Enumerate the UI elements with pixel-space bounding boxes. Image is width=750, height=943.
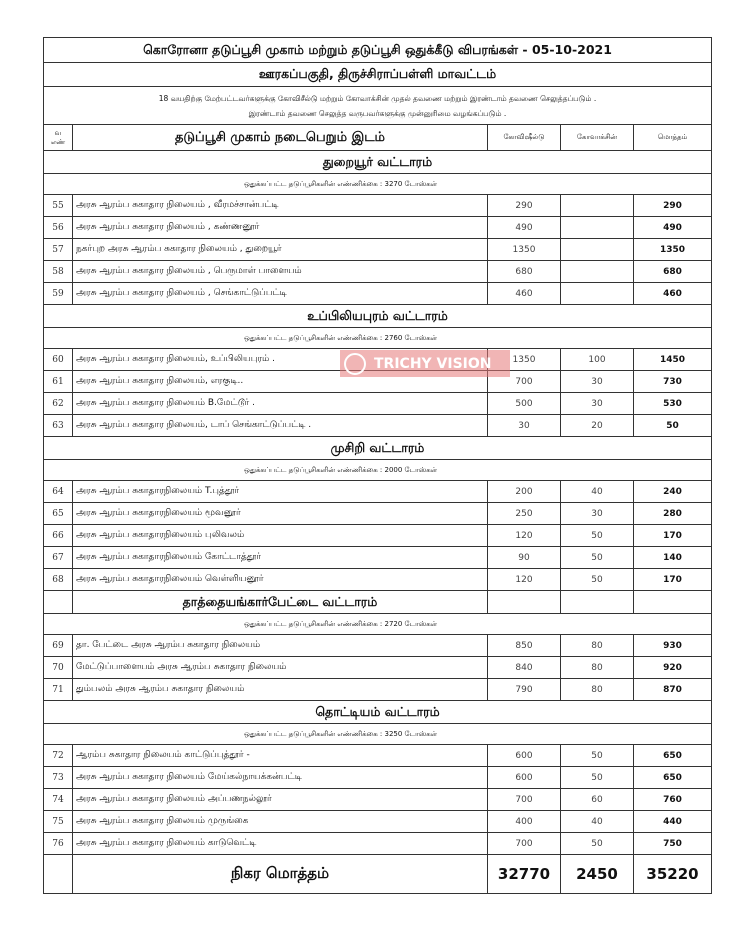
serial-number: 66 [44, 525, 73, 547]
covishield-count: 460 [488, 283, 561, 305]
covaxin-count: 30 [561, 371, 634, 393]
table-row [44, 481, 712, 503]
table-row [44, 547, 712, 569]
table-row [44, 679, 712, 701]
covishield-count: 1350 [488, 239, 561, 261]
covishield-count: 1350 [488, 349, 561, 371]
covishield-count: 600 [488, 745, 561, 767]
covaxin-count: 50 [561, 767, 634, 789]
covaxin-count [561, 239, 634, 261]
camp-location: ஆரம்ப சுகாதார நிலையம் காட்டுப்புத்தூர் - [73, 745, 488, 767]
camp-location: அரசு ஆரம்ப சுகாதாரநிலையம் T.புத்தூர் [73, 481, 488, 503]
covishield-count: 200 [488, 481, 561, 503]
covaxin-count [561, 261, 634, 283]
serial-number: 64 [44, 481, 73, 503]
table-row [44, 283, 712, 305]
total-count: 460 [634, 283, 712, 305]
camp-location: அரசு ஆரம்ப சுகாதார நிலையம் , வீரமச்சான்பட்டி [73, 195, 488, 217]
block-header-row [44, 437, 712, 460]
serial-number: 74 [44, 789, 73, 811]
table-row [44, 195, 712, 217]
camp-location: நகர்புற அரசு ஆரம்ப சுகாதார நிலையம் , துறையூர் [73, 239, 488, 261]
covishield-count: 90 [488, 547, 561, 569]
total-count: 680 [634, 261, 712, 283]
covishield-count: 790 [488, 679, 561, 701]
header-covishield: கோவிஷீல்டு [488, 125, 561, 151]
block-header-row [44, 305, 712, 328]
note [44, 87, 712, 125]
covishield-count: 120 [488, 569, 561, 591]
table-row [44, 635, 712, 657]
covishield-count: 30 [488, 415, 561, 437]
total-count: 1450 [634, 349, 712, 371]
serial-number: 60 [44, 349, 73, 371]
camp-location: அரசு ஆரம்ப சுகாதார நிலையம் காடுவெட்டி [73, 833, 488, 855]
covishield-count: 700 [488, 833, 561, 855]
covaxin-count: 60 [561, 789, 634, 811]
total-count: 650 [634, 745, 712, 767]
total-count: 140 [634, 547, 712, 569]
table-row [44, 503, 712, 525]
table-row [44, 217, 712, 239]
allotment-row [44, 328, 712, 349]
total-count: 750 [634, 833, 712, 855]
total-count: 1350 [634, 239, 712, 261]
table-row [44, 811, 712, 833]
grand-total-row [44, 855, 712, 894]
covishield-count: 680 [488, 261, 561, 283]
camp-location: தா. பேட்டை அரசு ஆரம்ப சுகாதார நிலையம் [73, 635, 488, 657]
covaxin-count: 50 [561, 525, 634, 547]
covishield-count: 600 [488, 767, 561, 789]
header-serial: வ எண் [44, 125, 73, 151]
camp-location: அரசு ஆரம்ப சுகாதாரநிலையம் மூவனூர் [73, 503, 488, 525]
covaxin-count: 100 [561, 349, 634, 371]
total-count: 170 [634, 525, 712, 547]
covaxin-count: 80 [561, 657, 634, 679]
covaxin-count: 30 [561, 503, 634, 525]
grand-total: 35220 [634, 855, 712, 894]
covaxin-count: 50 [561, 745, 634, 767]
total-count: 50 [634, 415, 712, 437]
total-count: 280 [634, 503, 712, 525]
allotment-text: ஒதுக்கப்பட்ட தடுப்பூசிகளின் எண்ணிக்கை : 3250 டோஸ்கள் [44, 724, 712, 745]
allotment-row [44, 174, 712, 195]
allotment-row [44, 460, 712, 481]
serial-number: 76 [44, 833, 73, 855]
covaxin-count: 50 [561, 833, 634, 855]
empty-cell [44, 591, 73, 614]
watermark-text: TRICHY VISION [374, 355, 492, 372]
grand-total-label: நிகர மொத்தம் [73, 855, 488, 894]
block-name: துறையூர் வட்டாரம் [44, 151, 712, 174]
table-row [44, 393, 712, 415]
allotment-text: ஒதுக்கப்பட்ட தடுப்பூசிகளின் எண்ணிக்கை : 3270 டோஸ்கள் [44, 174, 712, 195]
serial-number: 73 [44, 767, 73, 789]
camp-location: அரசு ஆரம்ப சுகாதார நிலையம் மேய்கல்நாயக்கன்பட்டி [73, 767, 488, 789]
camp-location: மேட்டுப்பாளையம் அரசு ஆரம்ப சுகாதார நிலையம் [73, 657, 488, 679]
note-line-1: 18 வயதிற்கு மேற்பட்டவர்களுக்கு கோவிசீல்டு மற்றும் கோவாக்சின் முதல் தவணை மற்றும் இரண்டாம் தவணை செலுத்தப்படும் . [158, 93, 597, 103]
covishield-count: 400 [488, 811, 561, 833]
table-row [44, 239, 712, 261]
total-count: 240 [634, 481, 712, 503]
table-row [44, 745, 712, 767]
watermark-logo-icon [344, 353, 366, 375]
table-row [44, 525, 712, 547]
covaxin-count: 40 [561, 811, 634, 833]
allotment-text: ஒதுக்கப்பட்ட தடுப்பூசிகளின் எண்ணிக்கை : 2760 டோஸ்கள் [44, 328, 712, 349]
total-count: 870 [634, 679, 712, 701]
total-count: 290 [634, 195, 712, 217]
total-count: 920 [634, 657, 712, 679]
covaxin-count [561, 195, 634, 217]
block-name: தாத்தையங்கார்பேட்டை வட்டாரம் [73, 591, 488, 614]
serial-number: 61 [44, 371, 73, 393]
covaxin-count: 50 [561, 547, 634, 569]
camp-location: அரசு ஆரம்ப சுகாதார நிலையம் அப்பணநல்லூர் [73, 789, 488, 811]
serial-number: 67 [44, 547, 73, 569]
block-header-row [44, 591, 712, 614]
total-count: 490 [634, 217, 712, 239]
covaxin-count: 80 [561, 679, 634, 701]
allotment-text: ஒதுக்கப்பட்ட தடுப்பூசிகளின் எண்ணிக்கை : 2000 டோஸ்கள் [44, 460, 712, 481]
allotment-row [44, 724, 712, 745]
covaxin-count [561, 283, 634, 305]
serial-number: 62 [44, 393, 73, 415]
serial-number: 68 [44, 569, 73, 591]
empty-cell [44, 855, 73, 894]
empty-cell [634, 591, 712, 614]
block-name: உப்பிலியபுரம் வட்டாரம் [44, 305, 712, 328]
total-count: 730 [634, 371, 712, 393]
serial-number: 58 [44, 261, 73, 283]
covaxin-count: 30 [561, 393, 634, 415]
block-header-row [44, 151, 712, 174]
camp-location: தும்பலம் அரசு ஆரம்ப சுகாதார நிலையம் [73, 679, 488, 701]
block-name: தொட்டியம் வட்டாரம் [44, 701, 712, 724]
covaxin-count: 50 [561, 569, 634, 591]
serial-number: 72 [44, 745, 73, 767]
covishield-count: 700 [488, 789, 561, 811]
header-place: தடுப்பூசி முகாம் நடைபெறும் இடம் [73, 125, 488, 151]
camp-location: அரசு ஆரம்ப சுகாதாரநிலையம் கோட்டாத்தூர் [73, 547, 488, 569]
table-row [44, 657, 712, 679]
covaxin-count: 80 [561, 635, 634, 657]
camp-location: அரசு ஆரம்ப சுகாதாரநிலையம் புலிவலம் [73, 525, 488, 547]
allotment-row [44, 614, 712, 635]
serial-number: 55 [44, 195, 73, 217]
grand-total-covaxin: 2450 [561, 855, 634, 894]
covishield-count: 250 [488, 503, 561, 525]
total-count: 650 [634, 767, 712, 789]
total-count: 760 [634, 789, 712, 811]
covishield-count: 840 [488, 657, 561, 679]
camp-location: அரசு ஆரம்ப சுகாதார நிலையம் , கண்ணனூர் [73, 217, 488, 239]
table-row [44, 833, 712, 855]
table-row [44, 261, 712, 283]
document-subtitle: ஊரகப்பகுதி, திருச்சிராப்பள்ளி மாவட்டம் [44, 63, 712, 87]
camp-location: அரசு ஆரம்ப சுகாதார நிலையம், உப்பிலியபுரம் . [73, 349, 488, 371]
empty-cell [488, 591, 561, 614]
header-covaxin: கோவாக்சின் [561, 125, 634, 151]
camp-location: அரசு ஆரம்ப சுகாதாரநிலையம் வெள்ளியனூர் [73, 569, 488, 591]
serial-number: 75 [44, 811, 73, 833]
block-header-row [44, 701, 712, 724]
grand-total-covishield: 32770 [488, 855, 561, 894]
camp-location: அரசு ஆரம்ப சுகாதார நிலையம், டாப் செங்காட்டுப்பட்டி . [73, 415, 488, 437]
covishield-count: 500 [488, 393, 561, 415]
covishield-count: 120 [488, 525, 561, 547]
camp-location: அரசு ஆரம்ப சுகாதார நிலையம், எரகுடி.. [73, 371, 488, 393]
serial-number: 63 [44, 415, 73, 437]
serial-number: 70 [44, 657, 73, 679]
vaccination-camp-table [43, 37, 712, 894]
covishield-count: 850 [488, 635, 561, 657]
covishield-count: 700 [488, 371, 561, 393]
serial-number: 57 [44, 239, 73, 261]
total-count: 170 [634, 569, 712, 591]
table-row [44, 569, 712, 591]
camp-location: அரசு ஆரம்ப சுகாதார நிலையம் B.மேட்டூர் . [73, 393, 488, 415]
header-total: மொத்தம் [634, 125, 712, 151]
empty-cell [561, 591, 634, 614]
camp-location: அரசு ஆரம்ப சுகாதார நிலையம் , செங்காட்டுப்பட்டி [73, 283, 488, 305]
note-line-2: இரண்டாம் தவணை செலுத்த வருபவர்களுக்கு முன்னுரிமை வழங்கப்படும் . [248, 108, 507, 118]
table-row [44, 789, 712, 811]
covaxin-count [561, 217, 634, 239]
covishield-count: 490 [488, 217, 561, 239]
serial-number: 56 [44, 217, 73, 239]
covishield-count: 290 [488, 195, 561, 217]
total-count: 530 [634, 393, 712, 415]
total-count: 930 [634, 635, 712, 657]
serial-number: 65 [44, 503, 73, 525]
allotment-text: ஒதுக்கப்பட்ட தடுப்பூசிகளின் எண்ணிக்கை : 2720 டோஸ்கள் [44, 614, 712, 635]
block-name: முசிறி வட்டாரம் [44, 437, 712, 460]
camp-location: அரசு ஆரம்ப சுகாதார நிலையம் , பெருமாள் பாளையம் [73, 261, 488, 283]
watermark [340, 350, 510, 377]
serial-number: 71 [44, 679, 73, 701]
camp-location: அரசு ஆரம்ப சுகாதார நிலையம் முருங்கை [73, 811, 488, 833]
covaxin-count: 40 [561, 481, 634, 503]
total-count: 440 [634, 811, 712, 833]
serial-number: 69 [44, 635, 73, 657]
table-row [44, 767, 712, 789]
serial-number: 59 [44, 283, 73, 305]
covaxin-count: 20 [561, 415, 634, 437]
table-row [44, 415, 712, 437]
document-title: கொரோனா தடுப்பூசி முகாம் மற்றும் தடுப்பூசி ஒதுக்கீடு விபரங்கள் - 05-10-2021 [44, 38, 712, 63]
